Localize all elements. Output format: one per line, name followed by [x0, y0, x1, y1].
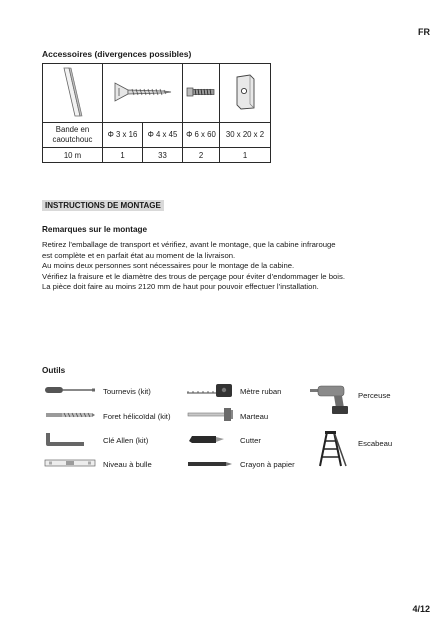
pencil-icon	[186, 459, 234, 469]
accessory-qty: 33	[143, 148, 183, 163]
remarks-line: La pièce doit faire au moins 2120 mm de haut pour pouvoir effectuer l’installation.	[42, 282, 319, 292]
remarks-line: est complète et en parfait état au moment de la livraison.	[42, 250, 236, 260]
accessory-label: 30 x 20 x 2	[220, 123, 271, 148]
remarks-title: Remarques sur le montage	[42, 225, 148, 234]
accessory-qty: 1	[103, 148, 143, 163]
bolt-icon	[186, 85, 216, 99]
screwdriver-icon	[44, 385, 96, 395]
accessory-label: Φ 4 x 45	[143, 123, 183, 148]
tools-title: Outils	[42, 366, 66, 375]
bolt-cell	[183, 64, 220, 123]
cutter-icon	[186, 432, 234, 446]
accessory-label: Bande en caoutchouc	[43, 123, 103, 148]
screw-cell	[103, 64, 183, 123]
language-code: FR	[418, 27, 430, 37]
screw-icon	[112, 77, 174, 107]
tool-label: Cutter	[240, 436, 261, 445]
accessory-qty: 1	[220, 148, 271, 163]
hammer-icon	[186, 405, 234, 423]
tool-label: Clé Allen (kit)	[103, 436, 149, 445]
accessory-qty: 2	[183, 148, 220, 163]
remarks-line: Vérifiez la fraisure et le diamètre des trous de perçage pour éviter d’endommager le bois.	[42, 271, 345, 281]
tape-measure-icon	[186, 382, 234, 398]
ladder-icon	[318, 430, 348, 468]
tool-label: Marteau	[240, 412, 269, 421]
section-title: INSTRUCTIONS DE MONTAGE	[42, 200, 164, 211]
rubber-strip-cell	[43, 64, 103, 123]
spirit-level-icon	[44, 458, 96, 468]
page-number: 4/12	[412, 604, 430, 614]
accessories-table	[42, 63, 271, 163]
remarks-paragraph	[42, 240, 372, 293]
drill-bit-icon	[44, 410, 96, 420]
power-drill-icon	[308, 380, 356, 416]
accessories-title: Accessoires (divergences possibles)	[42, 49, 192, 59]
accessory-qty: 10 m	[43, 148, 103, 163]
allen-key-icon	[44, 431, 96, 449]
remarks-line: Retirez l’emballage de transport et vérifiez, avant le montage, que la cabine infrarouge	[42, 240, 336, 249]
accessory-label: Φ 6 x 60	[183, 123, 220, 148]
tool-label: Escabeau	[358, 439, 393, 448]
bracket-icon	[233, 74, 257, 110]
tool-label: Foret hélicoïdal (kit)	[103, 412, 171, 421]
tool-label: Niveau à bulle	[103, 460, 152, 469]
tool-label: Perceuse	[358, 391, 391, 400]
tool-label: Mètre ruban	[240, 387, 282, 396]
tool-label: Tournevis (kit)	[103, 387, 151, 396]
tool-label: Crayon à papier	[240, 460, 295, 469]
remarks-line: Au moins deux personnes sont nécessaires pour le montage de la cabine.	[42, 261, 295, 271]
bracket-cell	[220, 64, 271, 123]
rubber-strip-icon	[58, 65, 88, 119]
accessory-label: Φ 3 x 16	[103, 123, 143, 148]
